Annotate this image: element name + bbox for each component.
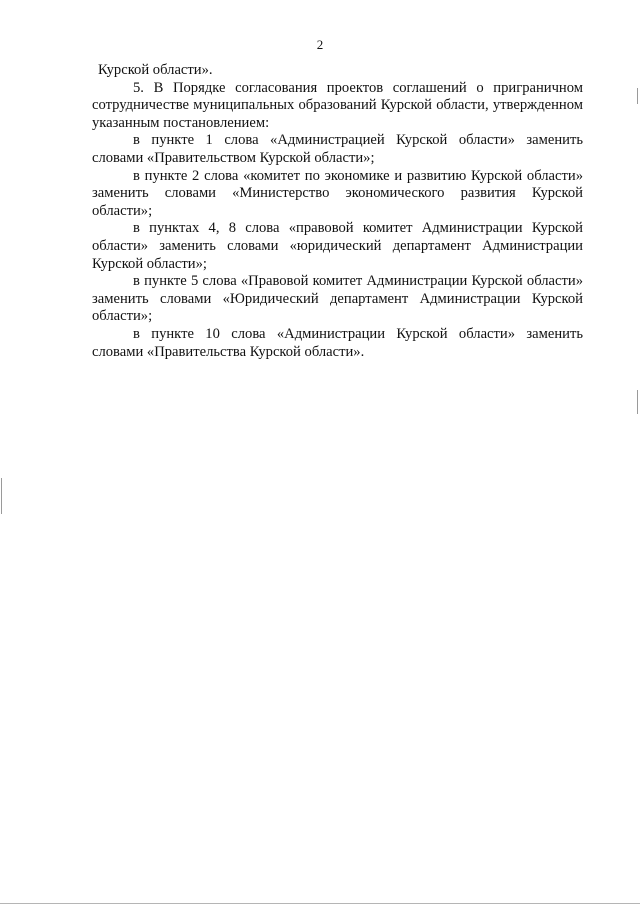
scan-edge-right-mark-top (637, 88, 638, 104)
paragraph-clause-5: в пункте 5 слова «Правовой комитет Администрации Курской области» заменить словами «Юридический департамент Администрации Курской области»; (92, 273, 583, 325)
paragraph-clause-10: в пункте 10 слова «Администрации Курской области» заменить словами «Правительства Курской области». (92, 325, 583, 360)
scan-edge-left-mark (1, 478, 2, 514)
paragraph-clause-1: в пункте 1 слова «Администрацией Курской области» заменить словами «Правительством Курской области»; (92, 132, 583, 166)
scan-edge-bottom-mark (0, 903, 640, 904)
paragraph-clause-2: в пункте 2 слова «комитет по экономике и развитию Курской области» заменить словами «Министерство экономического развития Курской области»; (92, 167, 583, 219)
paragraph-clauses-4-8: в пунктах 4, 8 слова «правовой комитет Администрации Курской области» заменить словами «юридический департамент Администрации Курской области»; (92, 220, 583, 272)
document-body (92, 62, 583, 361)
paragraph-item-5: 5. В Порядке согласования проектов соглашений о приграничном сотрудничестве муниципальных образований Курской области, утвержденном указанным постановлением: (92, 79, 583, 131)
paragraph-continuation: Курской области». (98, 62, 213, 78)
page-number: 2 (316, 37, 324, 52)
scan-edge-right-mark-bottom (637, 390, 638, 414)
